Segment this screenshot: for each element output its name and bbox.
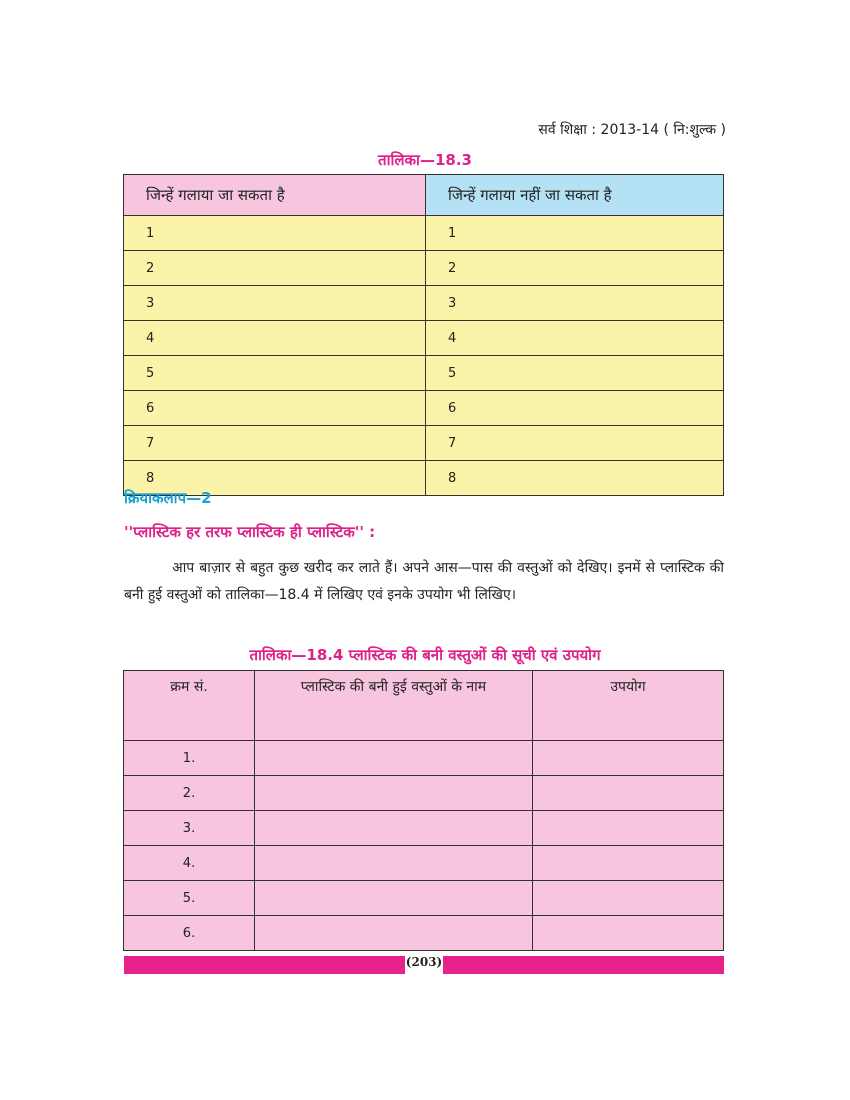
table-row: [124, 461, 724, 496]
table1-cell: 7: [426, 426, 724, 461]
table2-empty-cell: [533, 916, 724, 951]
activity-title: क्रियाकलाप—2: [124, 489, 212, 507]
table1-cell: 2: [124, 251, 426, 286]
table-row: [124, 426, 724, 461]
table1-cell: 1: [426, 216, 724, 251]
table-row: [124, 881, 724, 916]
table2-serial-cell: 2.: [124, 776, 255, 811]
table-row: [124, 321, 724, 356]
table1-cell: 6: [426, 391, 724, 426]
table1-cell: 7: [124, 426, 426, 461]
table1: [123, 174, 724, 496]
table1-col2-header: जिन्हें गलाया नहीं जा सकता है: [426, 175, 724, 216]
table-row: [124, 916, 724, 951]
activity-subtitle: ''प्लास्टिक हर तरफ प्लास्टिक ही प्लास्टिक'' :: [124, 523, 376, 541]
table-row: [124, 286, 724, 321]
header-note: सर्व शिक्षा : 2013-14 ( नि:शुल्क ): [538, 122, 726, 138]
table1-title: तालिका—18.3: [378, 151, 472, 169]
table1-cell: 6: [124, 391, 426, 426]
table2-empty-cell: [533, 846, 724, 881]
table2-serial-cell: 1.: [124, 741, 255, 776]
table-row: [124, 391, 724, 426]
table1-cell: 4: [426, 321, 724, 356]
page-number: (203): [405, 955, 443, 969]
footer-bar-right: [443, 956, 724, 974]
table-row: [124, 776, 724, 811]
table1-col1-header: जिन्हें गलाया जा सकता है: [124, 175, 426, 216]
table2-empty-cell: [255, 811, 533, 846]
table2-empty-cell: [533, 776, 724, 811]
table2-empty-cell: [533, 811, 724, 846]
table1-cell: 5: [426, 356, 724, 391]
table1-cell: 5: [124, 356, 426, 391]
table2-empty-cell: [533, 741, 724, 776]
activity-paragraph: [124, 555, 724, 609]
table2: [123, 670, 724, 951]
table2-empty-cell: [533, 881, 724, 916]
table1-cell: 4: [124, 321, 426, 356]
table1-cell: 2: [426, 251, 724, 286]
table2-serial-cell: 3.: [124, 811, 255, 846]
table1-cell: 3: [426, 286, 724, 321]
table1-cell: 8: [426, 461, 724, 496]
table2-serial-cell: 6.: [124, 916, 255, 951]
footer-bar-left: [124, 956, 405, 974]
table2-col3-header: उपयोग: [533, 671, 724, 741]
table2-empty-cell: [255, 741, 533, 776]
table2-empty-cell: [255, 881, 533, 916]
table1-cell: 8: [124, 461, 426, 496]
table2-title: तालिका—18.4 प्लास्टिक की बनी वस्तुओं की सूची एवं उपयोग: [249, 646, 601, 664]
table2-empty-cell: [255, 916, 533, 951]
table2-col2-header: प्लास्टिक की बनी हुई वस्तुओं के नाम: [255, 671, 533, 741]
table-row: [124, 811, 724, 846]
table2-serial-cell: 4.: [124, 846, 255, 881]
table-row: [124, 216, 724, 251]
table2-empty-cell: [255, 776, 533, 811]
table-row: [124, 251, 724, 286]
table-row: [124, 356, 724, 391]
table1-cell: 1: [124, 216, 426, 251]
table2-serial-cell: 5.: [124, 881, 255, 916]
activity-paragraph-text: आप बाज़ार से बहुत कुछ खरीद कर लाते हैं। अपने आस—पास की वस्तुओं को देखिए। इनमें से प्लास्टिक की बनी हुई वस्तुओं को तालिका—18.4 में लिखिए एवं इनके उपयोग भी लिखिए।: [124, 560, 724, 603]
table2-empty-cell: [255, 846, 533, 881]
table2-col1-header: क्रम सं.: [124, 671, 255, 741]
table-row: [124, 741, 724, 776]
table-row: [124, 846, 724, 881]
table1-cell: 3: [124, 286, 426, 321]
